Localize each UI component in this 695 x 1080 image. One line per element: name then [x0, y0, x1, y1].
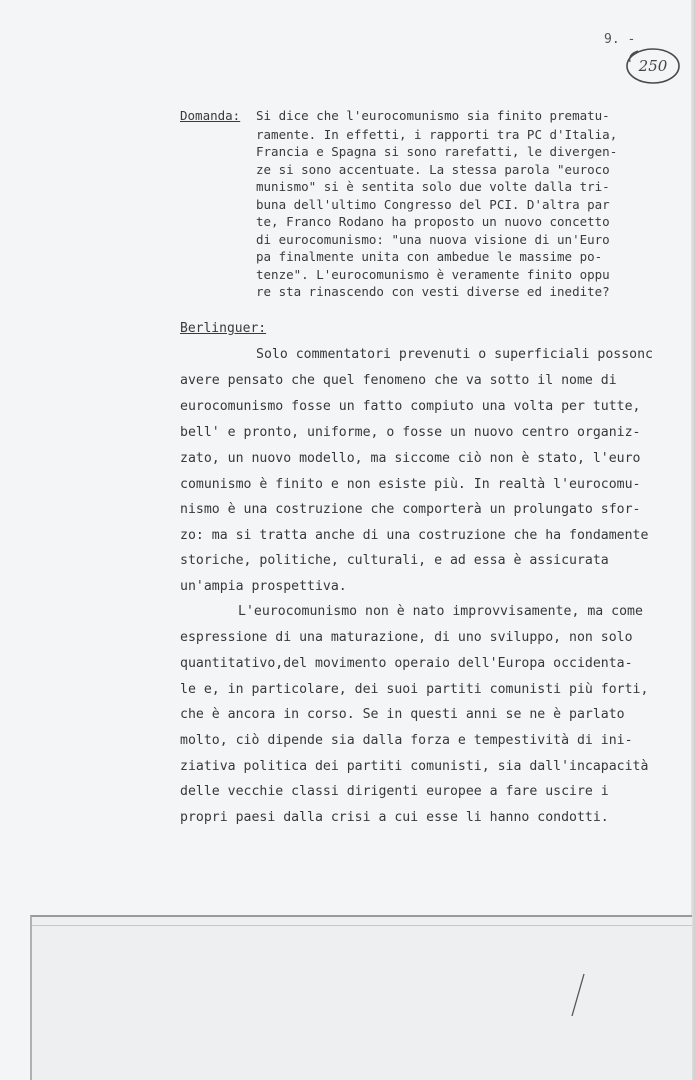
pen-mark-icon — [568, 972, 588, 1022]
answer-line: le e, in particolare, dei suoi partiti comunisti più forti, — [180, 682, 649, 697]
question-line: di eurocomunismo: "una nuova visione di un'Euro — [256, 232, 610, 247]
answer-line: quantitativo,del movimento operaio dell'Europa occidenta- — [180, 656, 633, 671]
question-line: re sta rinascendo con vesti diverse ed inedite? — [256, 284, 610, 299]
question-line: ze si sono accentuate. La stessa parola "euroco — [256, 162, 610, 177]
answer-line: bell' e pronto, uniforme, o fosse un nuovo centro organiz- — [180, 425, 641, 440]
stamp-number: 250 — [638, 57, 668, 75]
answer-line: nismo è una costruzione che comporterà un prolungato sfor- — [180, 502, 641, 517]
answer-line: avere pensato che quel fenomeno che va sotto il nome di — [180, 373, 617, 388]
speaker-label: Berlinguer: — [180, 321, 267, 336]
answer-line: storiche, politiche, culturali, e ad essa è assicurata — [180, 553, 609, 568]
answer-line: zato, un nuovo modello, ma siccome ciò non è stato, l'euro — [180, 451, 641, 466]
page-number: 9. - — [604, 32, 636, 47]
underlying-sheet — [30, 915, 692, 1080]
answer-line: ziativa politica dei partiti comunisti, sia dall'incapacità — [180, 759, 649, 774]
answer-line: zo: ma si tratta anche di una costruzione che ha fondamente — [180, 528, 649, 543]
question-label: Domanda: — [180, 108, 241, 123]
answer-line: molto, ciò dipende sia dalla forza e tempestività di ini- — [180, 733, 633, 748]
answer-line: comunismo è finito e non esiste più. In realtà l'eurocomu- — [180, 477, 641, 492]
answer-line: Solo commentatori prevenuti o superficiali possonc — [256, 347, 653, 362]
question-line: Si dice che l'eurocomunismo sia finito prematu- — [256, 108, 610, 123]
question-line: tenze". L'eurocomunismo è veramente finito oppu — [256, 267, 610, 282]
answer-line: eurocomunismo fosse un fatto compiuto una volta per tutte, — [180, 399, 641, 414]
answer-line: espressione di una maturazione, di uno sviluppo, non solo — [180, 630, 633, 645]
question-line: Francia e Spagna si sono rarefatti, le divergen- — [256, 144, 618, 159]
sheet-rule — [32, 925, 692, 926]
answer-line: che è ancora in corso. Se in questi anni se ne è parlato — [180, 707, 625, 722]
question-line: pa finalmente unita con ambedue le massime po- — [256, 249, 603, 264]
question-line: buna dell'ultimo Congresso del PCI. D'altra par — [256, 197, 610, 212]
answer-line: propri paesi dalla crisi a cui esse li hanno condotti. — [180, 810, 609, 825]
answer-line: delle vecchie classi dirigenti europee a fare uscire i — [180, 784, 609, 799]
question-line: ramente. In effetti, i rapporti tra PC d'Italia, — [256, 127, 618, 142]
answer-line: L'eurocomunismo non è nato improvvisamente, ma come — [238, 604, 643, 619]
answer-line: un'ampia prospettiva. — [180, 579, 347, 594]
question-line: te, Franco Rodano ha proposto un nuovo concetto — [256, 214, 610, 229]
question-line: munismo" si è sentita solo due volte dalla tri- — [256, 179, 610, 194]
page-stamp — [624, 46, 682, 86]
